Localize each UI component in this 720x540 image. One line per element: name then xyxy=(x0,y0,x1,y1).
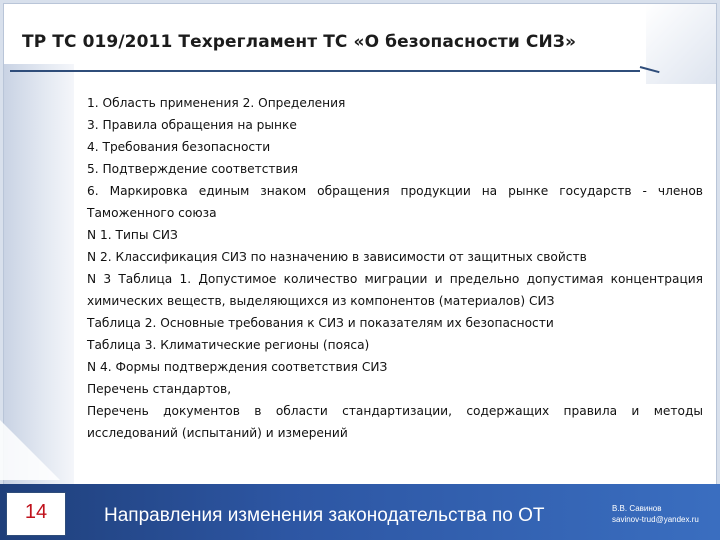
page-number: 14 xyxy=(24,501,48,523)
page-number-box xyxy=(6,492,66,536)
list-item: 5. Подтверждение соответствия xyxy=(87,162,298,176)
list-item: N 3 Таблица 1. Допустимое количество миграции и предельно допустимая концентрация химических веществ, выделяющихся из компонентов (материалов) СИЗ xyxy=(87,272,703,308)
list-item: N 4. Формы подтверждения соответствия СИЗ xyxy=(87,360,388,374)
author-email: savinov-trud@yandex.ru xyxy=(612,515,699,524)
list-item: 4. Требования безопасности xyxy=(87,140,271,154)
list-item: Перечень документов в области стандартизации, содержащих правила и методы исследований (испытаний) и измерений xyxy=(87,404,703,440)
slide-title: ТР ТС 019/2011 Техрегламент ТС «О безопасности СИЗ» xyxy=(22,32,577,52)
title-underline xyxy=(10,70,640,72)
list-item: N 2. Классификация СИЗ по назначению в зависимости от защитных свойств xyxy=(87,250,587,264)
list-item: Таблица 3. Климатические регионы (пояса) xyxy=(87,338,370,352)
contents-list xyxy=(87,92,703,444)
author-info xyxy=(612,503,699,525)
list-item: Таблица 2. Основные требования к СИЗ и показателям их безопасности xyxy=(87,316,554,330)
list-item: N 1. Типы СИЗ xyxy=(87,228,178,242)
list-item: 3. Правила обращения на рынке xyxy=(87,118,297,132)
list-item: 6. Маркировка единым знаком обращения продукции на рынке государств - членов Таможенного союза xyxy=(87,184,703,220)
list-item: Перечень стандартов, xyxy=(87,382,232,396)
list-item: 1. Область применения 2. Определения xyxy=(87,96,346,110)
footer-title: Направления изменения законодательства по ОТ xyxy=(104,505,545,526)
author-name: В.В. Савинов xyxy=(612,504,662,513)
corner-decor xyxy=(0,420,60,480)
